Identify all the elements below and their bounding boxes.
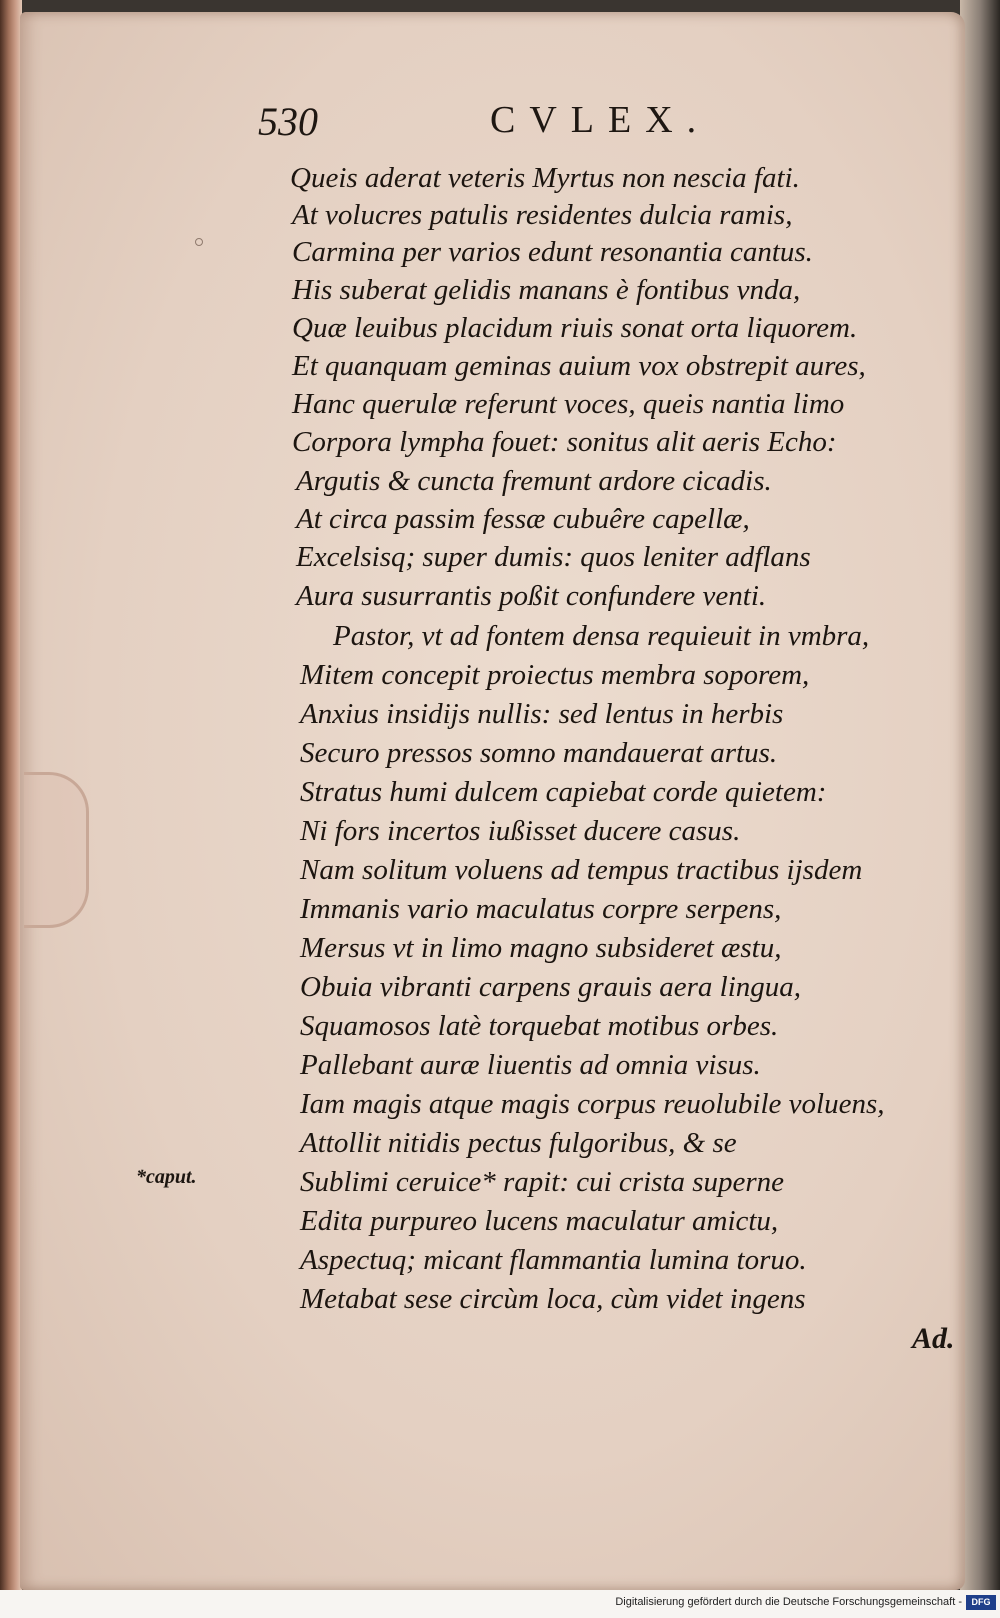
- verse-line: Edita purpureo lucens maculatur amictu,: [300, 1205, 779, 1237]
- verse-line: Aura susurrantis poßit confundere venti.: [296, 580, 767, 612]
- verse-line: Aspectuq; micant flammantia lumina toruo.: [300, 1244, 807, 1276]
- book-right-edge: [960, 0, 1000, 1590]
- page-clasp-ribbon: [24, 772, 89, 928]
- verse-line: Obuia vibranti carpens grauis aera lingua,: [300, 971, 802, 1003]
- page-header: [0, 98, 1000, 148]
- verse-line: Hanc querulæ referunt voces, queis nantia limo: [292, 388, 845, 420]
- book-spine-edge: [0, 0, 22, 1618]
- verse-line: Iam magis atque magis corpus reuolubile voluens,: [300, 1088, 885, 1120]
- verse-line: Corpora lympha fouet: sonitus alit aeris Echo:: [292, 426, 837, 458]
- catchword: Ad.: [912, 1322, 955, 1355]
- verse-line: Squamosos latè torquebat motibus orbes.: [300, 1010, 779, 1042]
- verse-line: Metabat sese circùm loca, cùm videt ingens: [300, 1283, 806, 1315]
- verse-line: Pastor, vt ad fontem densa requieuit in vmbra,: [333, 620, 870, 652]
- verse-line: Carmina per varios edunt resonantia cantus.: [292, 236, 813, 268]
- verse-line: Quæ leuibus placidum riuis sonat orta liquorem.: [292, 312, 858, 344]
- verse-line: Queis aderat veteris Myrtus non nescia fati.: [290, 162, 800, 194]
- verse-line: His suberat gelidis manans è fontibus vnda,: [292, 274, 801, 306]
- verse-line: Nam solitum voluens ad tempus tractibus ijsdem: [300, 854, 863, 886]
- verse-line: Mersus vt in limo magno subsideret æstu,: [300, 932, 782, 964]
- verse-line: Sublimi ceruice* rapit: cui crista superne: [300, 1166, 785, 1198]
- digitization-footer: [0, 1590, 1000, 1618]
- paper-blemish: [195, 238, 203, 246]
- page-number: 530: [258, 99, 318, 144]
- verse-line: Argutis & cuncta fremunt ardore cicadis.: [296, 465, 772, 497]
- verse-line: Securo pressos somno mandauerat artus.: [300, 737, 778, 769]
- verse-line: Excelsisq; super dumis: quos leniter adflans: [296, 541, 811, 573]
- verse-line: Et quanquam geminas auium vox obstrepit aures,: [292, 350, 866, 382]
- funding-credit: Digitalisierung gefördert durch die Deutsche Forschungsgemeinschaft -: [615, 1596, 962, 1608]
- verse-line: Stratus humi dulcem capiebat corde quietem:: [300, 776, 827, 808]
- verse-line: Attollit nitidis pectus fulgoribus, & se: [300, 1127, 737, 1159]
- verse-line: Immanis vario maculatus corpre serpens,: [300, 893, 782, 925]
- verse-line: Ni fors incertos iußisset ducere casus.: [300, 815, 741, 847]
- marginal-note: *caput.: [136, 1166, 197, 1188]
- verse-line: At circa passim fessæ cubuêre capellæ,: [296, 503, 750, 535]
- verse-line: Pallebant auræ liuentis ad omnia visus.: [300, 1049, 761, 1081]
- verse-line: Anxius insidijs nullis: sed lentus in herbis: [300, 698, 784, 730]
- verse-line: Mitem concepit proiectus membra soporem,: [300, 659, 810, 691]
- verse-line: At volucres patulis residentes dulcia ramis,: [292, 199, 793, 231]
- running-title: CVLEX.: [490, 99, 711, 141]
- dfg-logo-icon: DFG: [966, 1595, 996, 1610]
